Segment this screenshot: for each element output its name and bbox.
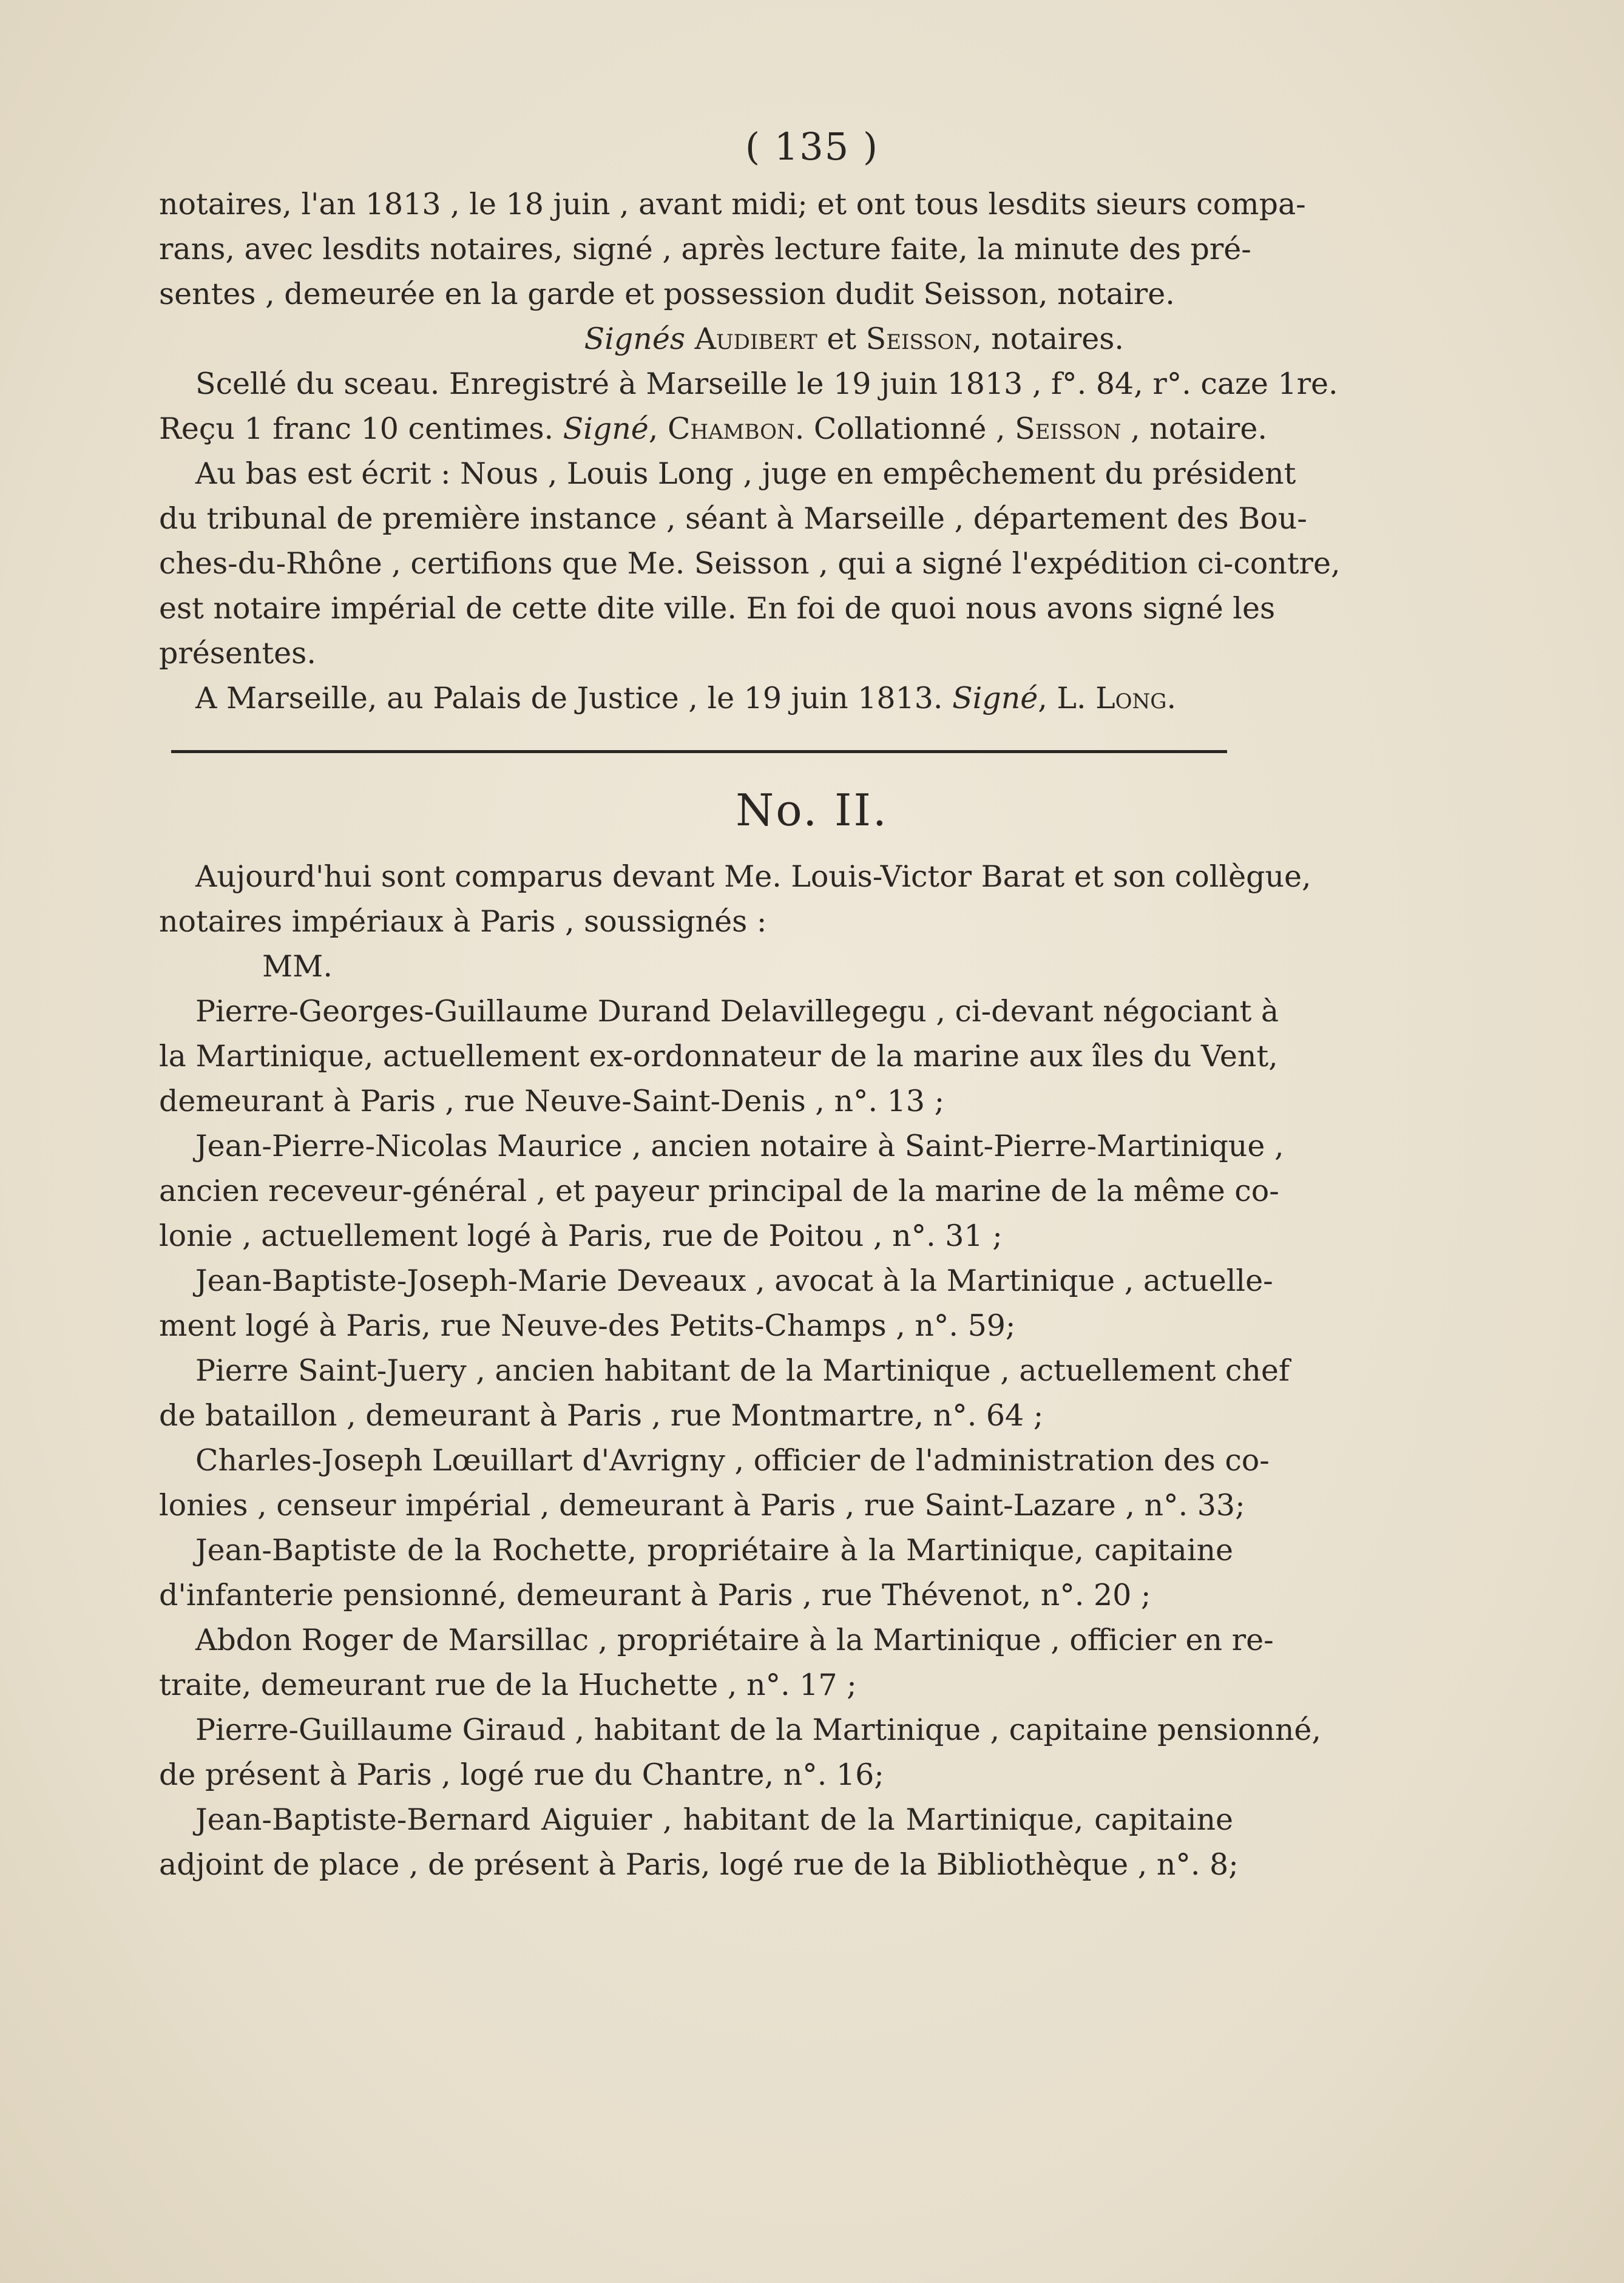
text-line: traite, demeurant rue de la Huchette , n°. 17 ;	[159, 1668, 857, 1702]
text-line: sentes , demeurée en la garde et possession dudit Seisson, notaire.	[159, 277, 1175, 311]
text-line: notaires, l'an 1813 , le 18 juin , avant midi; et ont tous lesdits sieurs compa-	[159, 187, 1306, 222]
text-fragment: A Marseille, au Palais de Justice , le 19 juin 1813.	[195, 681, 943, 715]
text-line: Jean-Baptiste-Bernard Aiguier , habitant de la Martinique, capitaine	[195, 1802, 1233, 1837]
text-line: Au bas est écrit : Nous , Louis Long , juge en empêchement du président	[195, 456, 1296, 491]
text-line: Jean-Baptiste de la Rochette, propriétaire à la Martinique, capitaine	[195, 1533, 1233, 1568]
text-line: Pierre Saint-Juery , ancien habitant de la Martinique , actuellement chef	[195, 1353, 1290, 1388]
text-line: ment logé à Paris, rue Neuve-des Petits-Champs , n°. 59;	[159, 1308, 1016, 1343]
text-line: Pierre-Georges-Guillaume Durand Delavillegegu , ci-devant négociant à	[195, 994, 1279, 1029]
text-line: Charles-Joseph Lœuillart d'Avrigny , officier de l'administration des co-	[195, 1443, 1270, 1478]
text-line: ches-du-Rhône , certifions que Me. Seisson , qui a signé l'expédition ci-contre,	[159, 546, 1341, 581]
signatory-name: Seisson	[865, 322, 973, 356]
text-fragment: ,	[648, 411, 668, 446]
notarial-act-conclusion	[159, 182, 1341, 721]
text-line: demeurant à Paris , rue Neuve-Saint-Denis , n°. 13 ;	[159, 1084, 945, 1118]
place-date-line	[159, 676, 1233, 721]
text-line: Aujourd'hui sont comparus devant Me. Louis-Victor Barat et son collègue,	[195, 859, 1311, 894]
text-line: Abdon Roger de Marsillac , propriétaire à la Martinique , officier en re-	[195, 1623, 1274, 1657]
text-line: Pierre-Guillaume Giraud , habitant de la Martinique , capitaine pensionné,	[195, 1713, 1321, 1747]
text-line: Jean-Baptiste-Joseph-Marie Deveaux , avocat à la Martinique , actuelle-	[195, 1263, 1273, 1298]
text-line: Scellé du sceau. Enregistré à Marseille le 19 juin 1813 , f°. 84, r°. caze 1re.	[195, 367, 1338, 401]
page-number: ( 135 )	[745, 124, 879, 169]
text-line: du tribunal de première instance , séant à Marseille , département des Bou-	[159, 501, 1307, 536]
text-line: est notaire impérial de cette dite ville. En foi de quoi nous avons signé les	[159, 591, 1276, 626]
text-fragment: .	[1166, 681, 1177, 715]
notaries-signature-line	[159, 317, 1233, 362]
text-fragment: , L.	[1038, 681, 1096, 715]
text-line: lonies , censeur impérial , demeurant à Paris , rue Saint-Lazare , n°. 33;	[159, 1488, 1245, 1523]
text-line: de bataillon , demeurant à Paris , rue Montmartre, n°. 64 ;	[159, 1398, 1044, 1433]
signatory-name: Chambon	[667, 411, 795, 446]
text-line: ancien receveur-général , et payeur principal de la marine de la même co-	[159, 1174, 1279, 1208]
text-line: présentes.	[159, 636, 316, 671]
signed-label: Signé	[563, 411, 649, 446]
text-line: d'infanterie pensionné, demeurant à Paris , rue Thévenot, n°. 20 ;	[159, 1578, 1151, 1612]
signatory-name: Seisson	[1015, 411, 1122, 446]
signatory-name: Long	[1095, 681, 1167, 715]
text-line: la Martinique, actuellement ex-ordonnateur de la marine aux îles du Vent,	[159, 1039, 1278, 1074]
text-fragment: . Collationné ,	[794, 411, 1015, 446]
text-line: rans, avec lesdits notaires, signé , après lecture faite, la minute des pré-	[159, 232, 1251, 266]
receipt-line	[159, 407, 1267, 452]
text-fragment: , notaire.	[1121, 411, 1267, 446]
text-line: Jean-Pierre-Nicolas Maurice , ancien notaire à Saint-Pierre-Martinique ,	[195, 1129, 1284, 1163]
text-line: de présent à Paris , logé rue du Chantre, n°. 16;	[159, 1757, 884, 1792]
text-fragment: Reçu 1 franc 10 centimes.	[159, 411, 554, 446]
notarial-act-parties	[159, 854, 1321, 1887]
section-divider	[171, 750, 1227, 753]
signatory-name: Audibert	[694, 322, 817, 356]
signed-label: Signés	[584, 322, 685, 356]
text-line: lonie , actuellement logé à Paris, rue de Poitou , n°. 31 ;	[159, 1219, 1003, 1253]
text-fragment: , notaires.	[972, 322, 1124, 356]
text-line: notaires impériaux à Paris , soussignés :	[159, 904, 767, 939]
text-fragment: et	[817, 322, 866, 356]
section-heading: No. II.	[736, 785, 888, 836]
text-line: adjoint de place , de présent à Paris, logé rue de la Bibliothèque , n°. 8;	[159, 1847, 1239, 1882]
signed-label: Signé	[952, 681, 1038, 715]
text-line: MM.	[262, 949, 333, 984]
